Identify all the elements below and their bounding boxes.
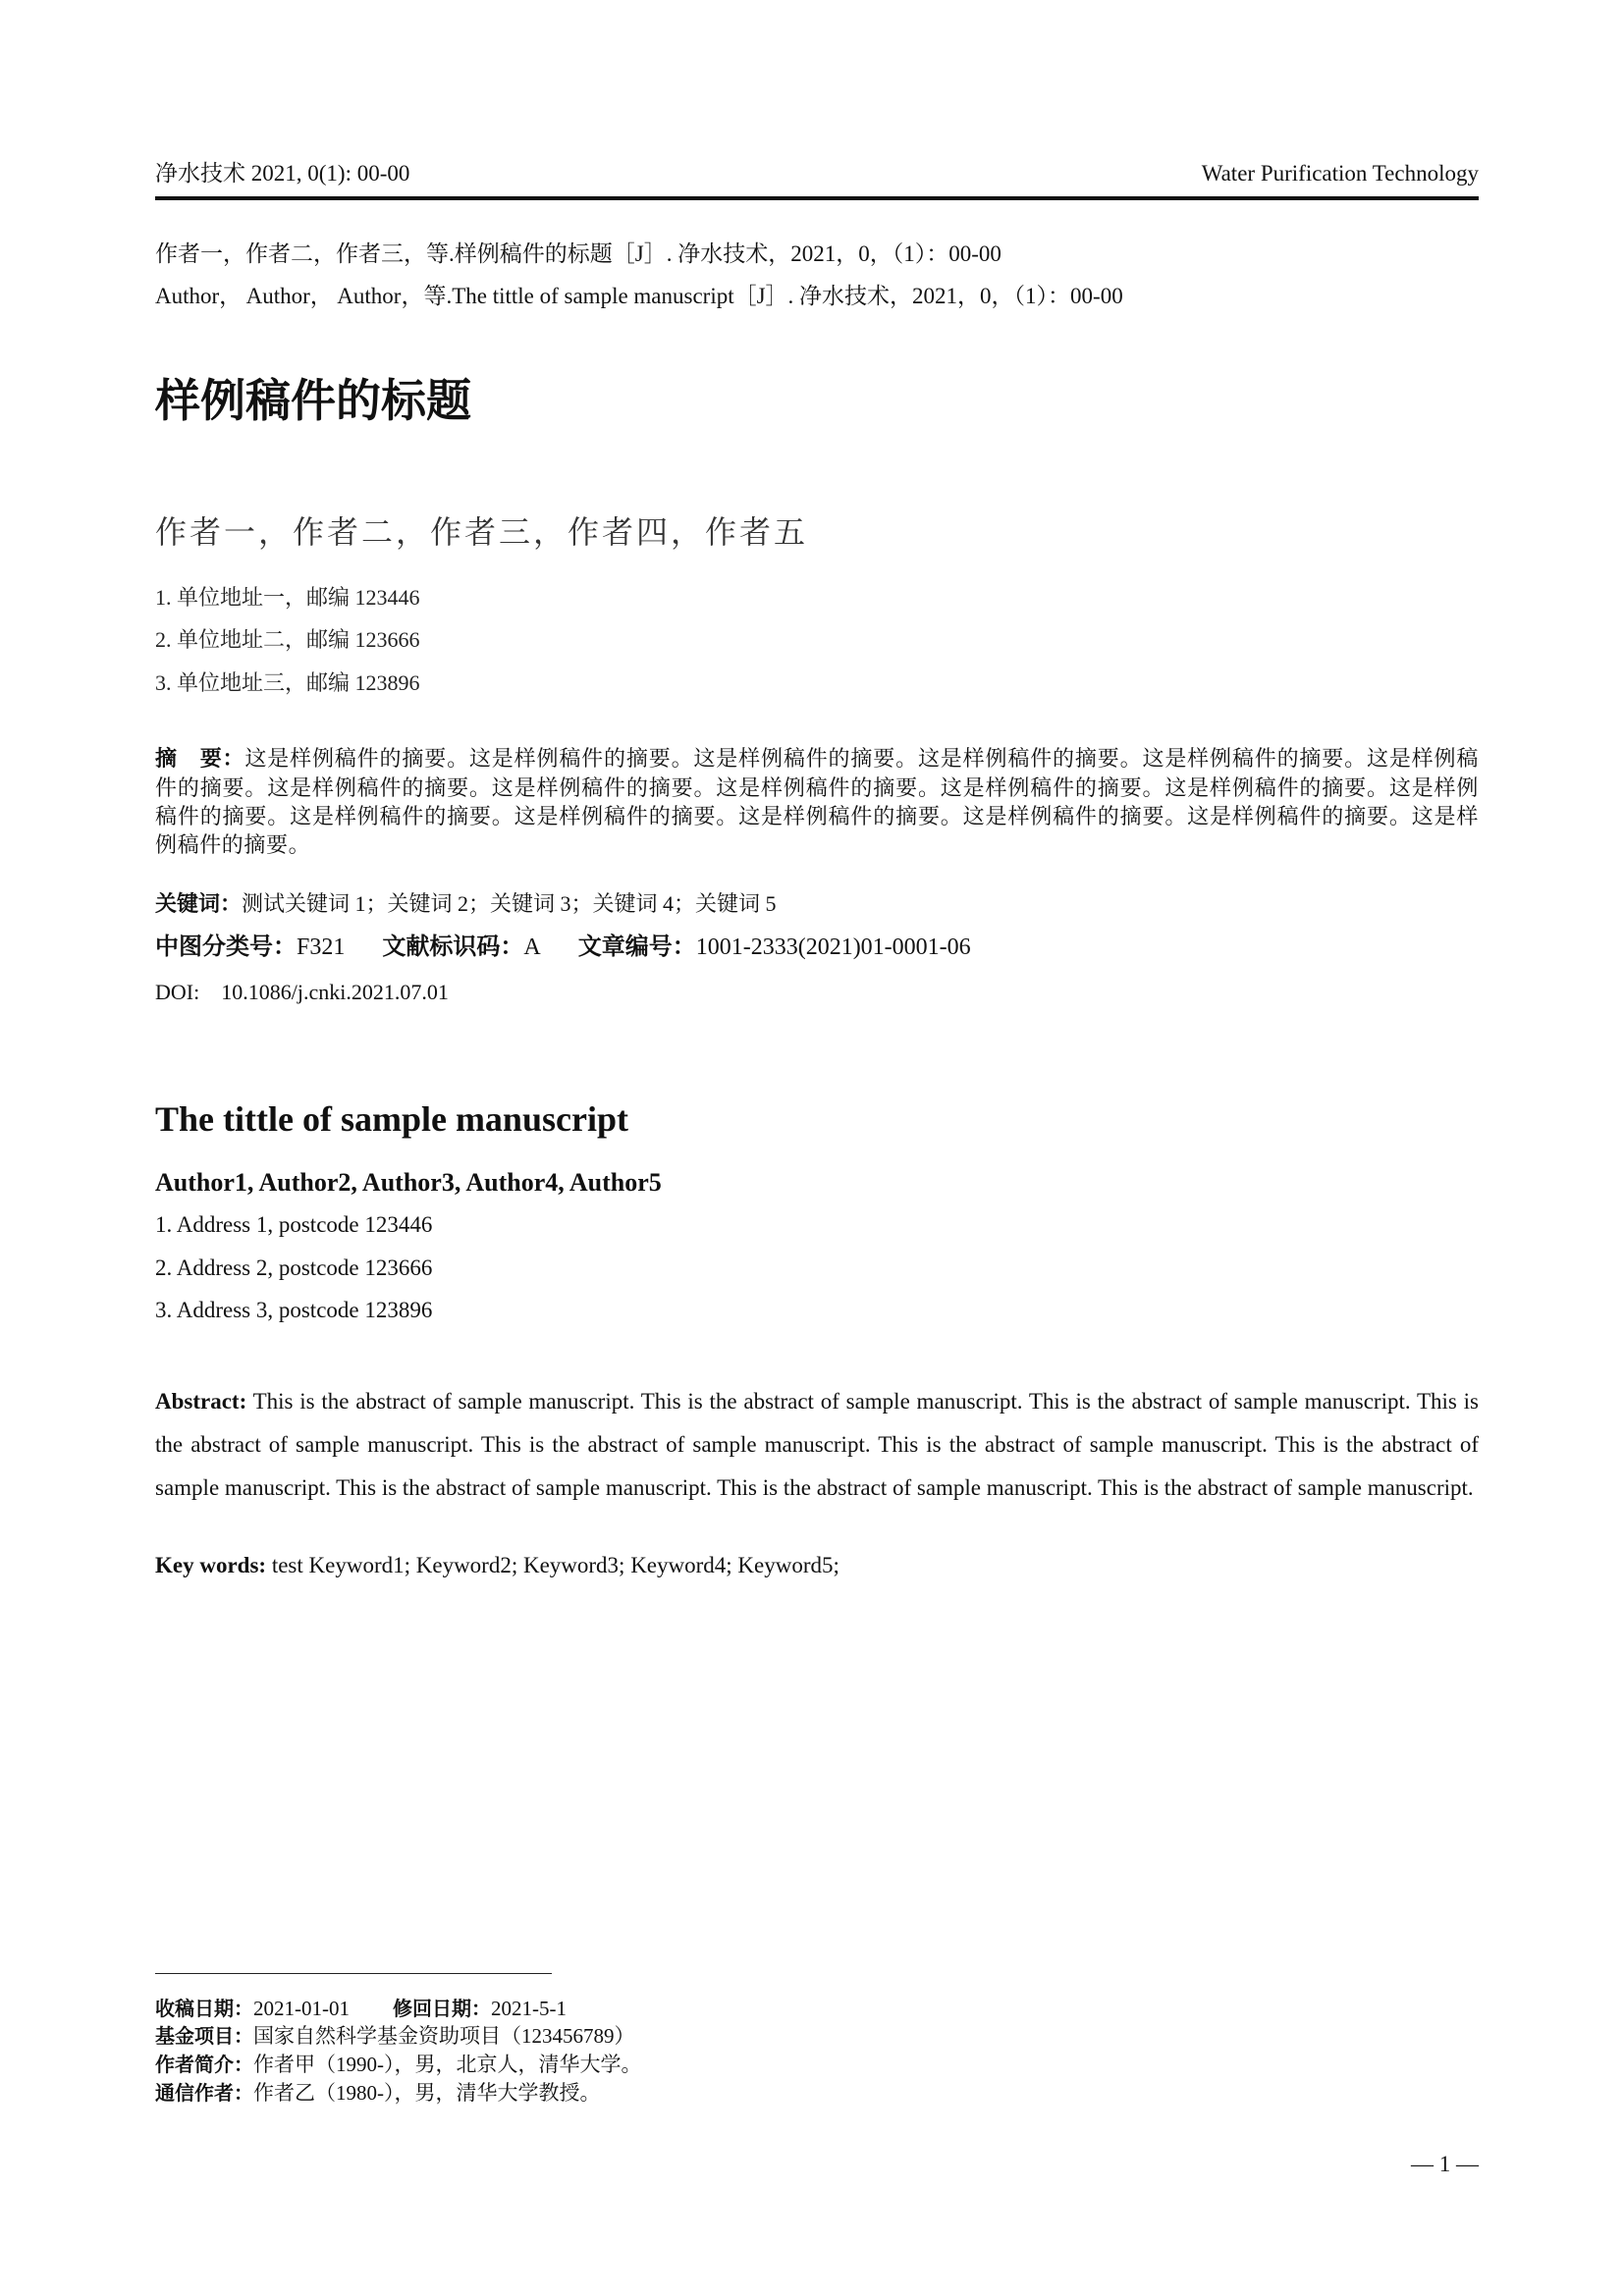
affiliation-en: 2. Address 2, postcode 123666 (155, 1255, 433, 1280)
journal-name-en: Water Purification Technology (1201, 161, 1479, 186)
affiliation-cn: 1. 单位地址一，邮编 123446 (155, 585, 420, 610)
doi-value: 10.1086/j.cnki.2021.07.01 (221, 980, 449, 1004)
affiliation-cn: 3. 单位地址三，邮编 123896 (155, 670, 420, 695)
footnote-rule (155, 1973, 552, 1974)
doc-code-label: 文献标识码： (382, 933, 524, 960)
abstract-en-label: Abstract: (155, 1389, 247, 1414)
fund-value: 国家自然科学基金资助项目（123456789） (253, 2024, 635, 2048)
keywords-cn-text: 测试关键词 1；关键词 2；关键词 3；关键词 4；关键词 5 (242, 891, 777, 916)
header-rule (155, 196, 1479, 200)
citation-cn: 作者一，作者二，作者三，等.样例稿件的标题［J］. 净水技术，2021，0，（1）：00-00 (155, 241, 1001, 266)
journal-issue: 净水技术 2021, 0(1): 00-00 (155, 161, 410, 186)
article-no-value: 1001-2333(2021)01-0001-06 (695, 934, 971, 960)
affiliation-en: 3. Address 3, postcode 123896 (155, 1298, 433, 1322)
revised-value: 2021-5-1 (491, 1997, 567, 2020)
abstract-en (155, 1380, 1479, 1510)
authors-en: Author1, Author2, Author3, Author4, Author5 (155, 1168, 662, 1197)
citation-en: Author， Author， Author，等.The tittle of sample manuscript［J］. 净水技术，2021，0，（1）：00-00 (155, 284, 1123, 308)
abstract-cn (155, 744, 1479, 859)
page-number: — 1 — (1411, 2152, 1479, 2176)
abstract-cn-text: 这是样例稿件的摘要。这是样例稿件的摘要。这是样例稿件的摘要。这是样例稿件的摘要。这是样例稿件的摘要。这是样例稿件的摘要。这是样例稿件的摘要。这是样例稿件的摘要。这是样例稿件的摘要。这是样例稿件的摘要。这是样例稿件的摘要。这是样例稿件的摘要。这是样例稿件的摘要。这是样例稿件的摘要。这是样例稿件的摘要。这是样例稿件的摘要。这是样例稿件的摘要。这是样例稿件的摘要。 (155, 746, 1479, 857)
footnote-fund (155, 2022, 635, 2050)
doi (155, 978, 449, 1007)
affiliation-cn: 2. 单位地址二，邮编 123666 (155, 627, 420, 652)
title-cn: 样例稿件的标题 (155, 374, 471, 427)
footnote-author-bio (155, 2051, 642, 2078)
abstract-cn-label: 摘 要： (155, 747, 245, 772)
title-en: The tittle of sample manuscript (155, 1099, 628, 1139)
footnote-dates (155, 1995, 567, 2022)
running-header (155, 159, 1479, 188)
abstract-en-text: This is the abstract of sample manuscript. This is the abstract of sample manuscript. This is the abstract of sample manuscript. This is the abstract of sample manuscript. This is the abstract of sample manuscript. This is the abstract of sample manuscript. This is the abstract of sample manuscript. This is the abstract of sample manuscript. This is the abstract of sample manuscript. This is the abstract of sample manuscript. (155, 1389, 1479, 1500)
document-code (382, 934, 540, 960)
clc-value: F321 (297, 934, 346, 960)
fund-label: 基金项目： (155, 2024, 253, 2048)
classification-line (155, 931, 971, 963)
paper-page (155, 0, 1479, 2296)
keywords-cn (155, 889, 777, 920)
corresponding-value: 作者乙（1980-），男，清华大学教授。 (253, 2081, 601, 2105)
keywords-en-label: Key words: (155, 1553, 267, 1577)
revised-label: 修回日期： (393, 1997, 491, 2020)
received-label: 收稿日期： (155, 1997, 253, 2020)
author-bio-value: 作者甲（1990-），男，北京人，清华大学。 (253, 2053, 642, 2076)
author-bio-label: 作者简介： (155, 2053, 253, 2076)
authors-cn: 作者一，作者二，作者三，作者四，作者五 (155, 514, 809, 550)
clc-number (155, 934, 345, 960)
doi-label: DOI: (155, 980, 200, 1004)
article-no-label: 文章编号： (577, 933, 696, 960)
clc-label: 中图分类号： (155, 933, 297, 960)
received-value: 2021-01-01 (253, 1997, 350, 2020)
keywords-cn-label: 关键词： (155, 892, 243, 917)
corresponding-label: 通信作者： (155, 2081, 253, 2105)
keywords-en (155, 1551, 839, 1580)
doc-code-value: A (523, 934, 541, 960)
affiliation-en: 1. Address 1, postcode 123446 (155, 1212, 433, 1237)
article-number (578, 934, 971, 960)
keywords-en-text: test Keyword1; Keyword2; Keyword3; Keyword4; Keyword5; (266, 1553, 839, 1577)
footnote-corresponding (155, 2079, 601, 2107)
